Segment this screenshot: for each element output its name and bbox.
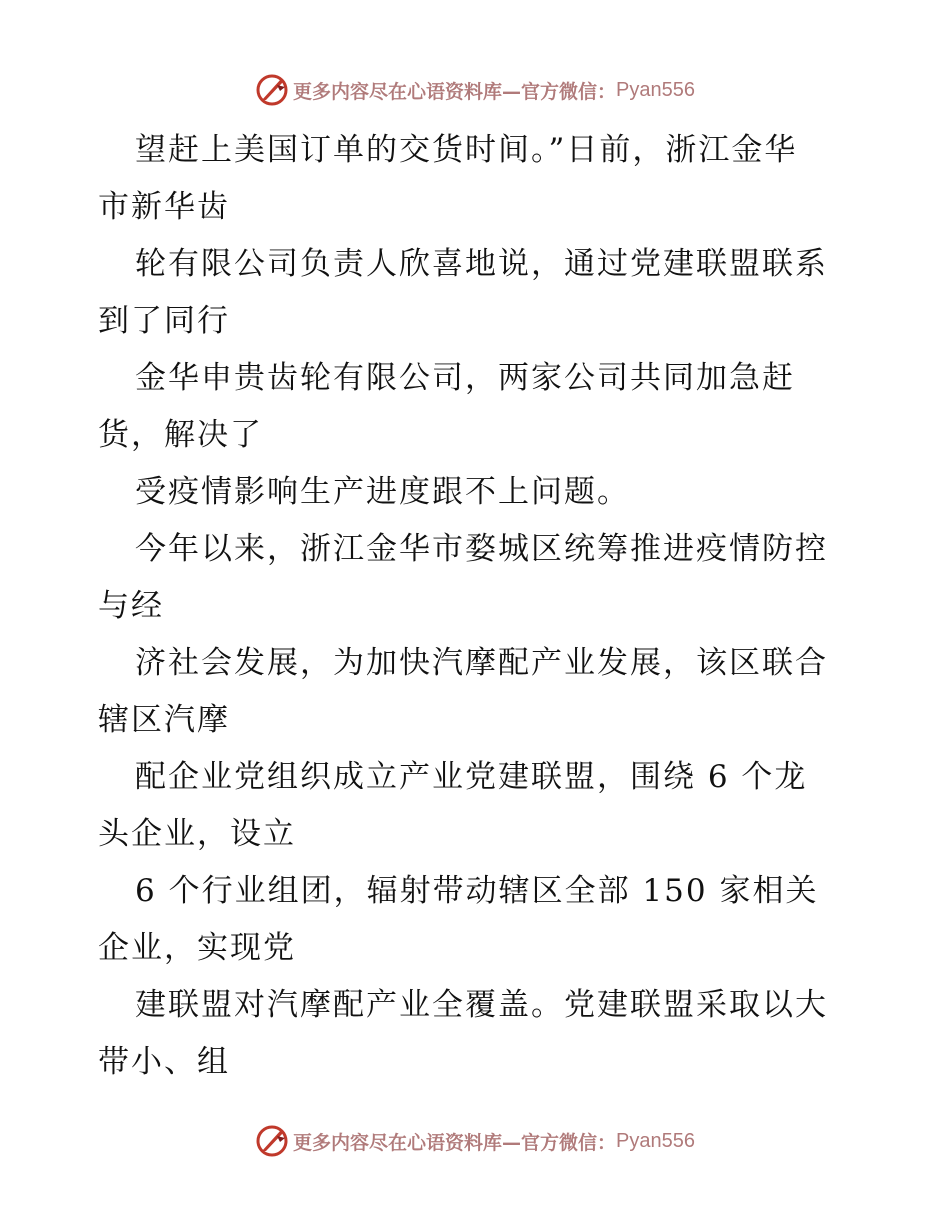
body-line: 市新华齿 (98, 189, 230, 225)
body-line: 企业，实现党 (98, 930, 296, 966)
body-line: 济社会发展，为加快汽摩配产业发展，该区联合 (135, 645, 828, 681)
footer-banner (0, 1121, 950, 1161)
body-line: 到了同行 (98, 303, 230, 339)
header-banner-text: 更多内容尽在心语资料库—官方微信： (293, 80, 617, 103)
body-line: 配企业党组织成立产业党建联盟，围绕 6 个龙 (135, 759, 808, 795)
body-line: 金华申贵齿轮有限公司，两家公司共同加急赶 (135, 360, 795, 396)
quill-logo-icon (255, 73, 289, 107)
header-banner (0, 70, 950, 110)
header-wechat-id: Pyan556 (616, 78, 695, 101)
body-line: 轮有限公司负责人欣喜地说，通过党建联盟联系 (135, 246, 828, 282)
body-line: 辖区汽摩 (98, 702, 230, 738)
body-line: 望赶上美国订单的交货时间。”日前，浙江金华 (135, 132, 798, 168)
body-line: 建联盟对汽摩配产业全覆盖。党建联盟采取以大 (135, 987, 828, 1023)
body-line: 与经 (98, 588, 164, 624)
body-line: 受疫情影响生产进度跟不上问题。 (135, 474, 630, 510)
body-line: 带小、组 (98, 1044, 230, 1080)
footer-banner-text: 更多内容尽在心语资料库—官方微信： (293, 1131, 617, 1154)
footer-wechat-id: Pyan556 (616, 1129, 695, 1152)
quill-logo-icon (255, 1124, 289, 1158)
body-line: 头企业，设立 (98, 816, 296, 852)
body-line: 货，解决了 (98, 417, 263, 453)
body-line: 今年以来，浙江金华市婺城区统筹推进疫情防控 (135, 531, 828, 567)
document-body (98, 122, 858, 1091)
body-line: 6 个行业组团，辐射带动辖区全部 150 家相关 (135, 873, 819, 909)
